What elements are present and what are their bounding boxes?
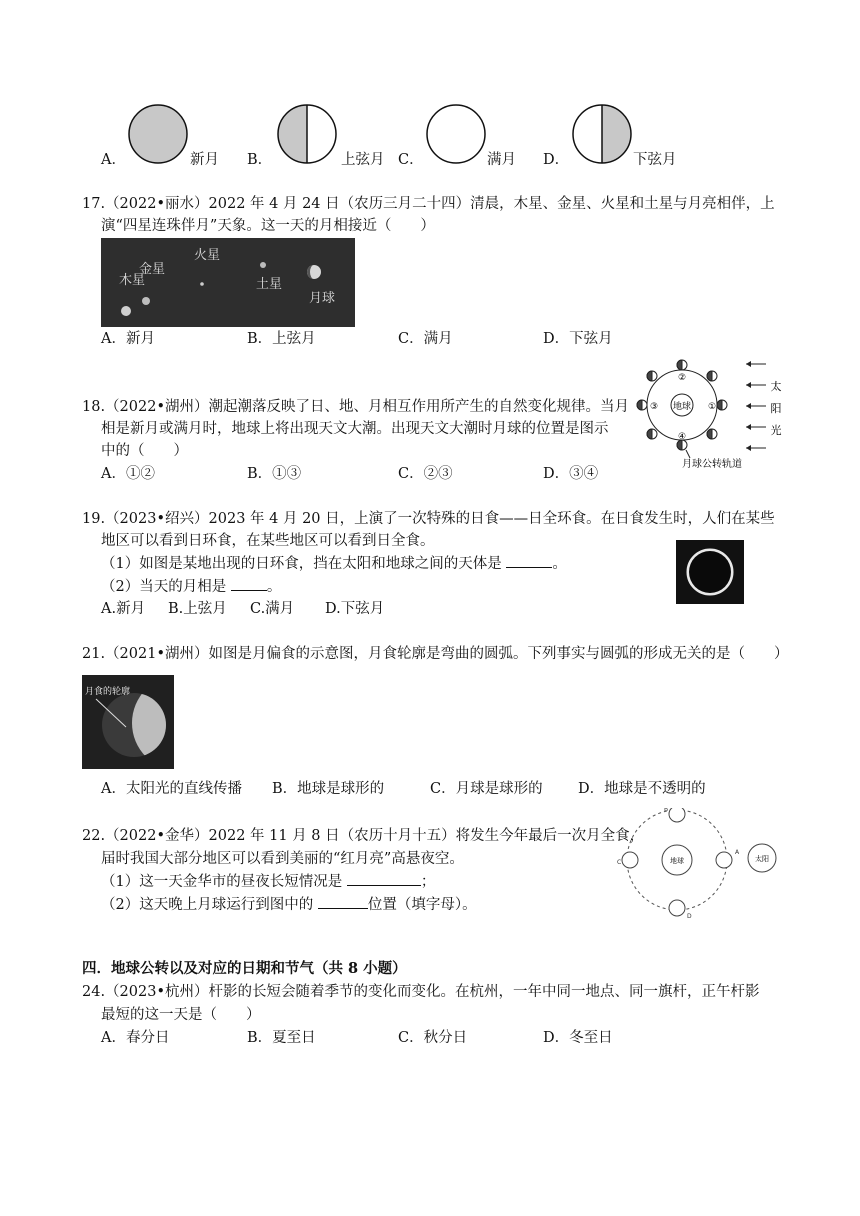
option-label: 下弦月 <box>633 152 677 168</box>
answer-blank[interactable] <box>506 553 552 568</box>
option-d: D．冬至日 <box>543 1030 613 1046</box>
option-label: 新月 <box>190 152 219 168</box>
sub-question-text: （1）如图是某地出现的日环食，挡在太阳和地球之间的天体是 <box>101 556 502 572</box>
option-label: 上弦月 <box>341 152 385 168</box>
earth-label: 地球 <box>670 857 684 865</box>
annular-eclipse-photo <box>676 540 744 604</box>
option-c: C．月球是球形的 <box>430 781 543 797</box>
option-label: 满月 <box>487 152 516 168</box>
question-text: 17.（2022•丽水）2022 年 4 月 24 日（农历三月二十四）清晨，木星、金星、火星和土星与月亮相伴，上 <box>82 196 775 212</box>
option-letter: C． <box>398 152 424 168</box>
last-quarter-circle <box>570 103 634 165</box>
question-text: 中的（ ） <box>101 443 188 459</box>
question-text: 19.（2023•绍兴）2023 年 4 月 20 日，上演了一次特殊的日食——日全环食。在日食发生时，人们在某些 <box>82 511 775 527</box>
position-1-label: ① <box>707 402 717 412</box>
answer-blank[interactable] <box>231 576 267 591</box>
option-letter: A． <box>101 152 126 168</box>
point-b-label: B <box>664 808 669 813</box>
option-b: B．①③ <box>247 466 302 482</box>
point-d-label: D <box>687 913 692 920</box>
punctuation: 。 <box>266 579 282 595</box>
sub-question-text: 位置（填字母）。 <box>367 897 477 913</box>
option-d: D．下弦月 <box>543 331 613 347</box>
option-b: B．夏至日 <box>247 1030 316 1046</box>
eclipse-outline-label: 月食的轮廓 <box>85 687 131 697</box>
option-b: B．上弦月 <box>247 331 316 347</box>
sun-label: 太阳 <box>755 855 769 863</box>
sub-question-2 <box>101 576 281 598</box>
sub-question-1 <box>101 871 435 893</box>
new-moon-circle <box>126 103 190 165</box>
moon-orbit-diagram <box>634 354 794 476</box>
position-2-label: ② <box>677 373 687 383</box>
earth-label: 地球 <box>672 402 692 412</box>
punctuation: ； <box>420 874 436 890</box>
mars-label: 火星 <box>194 248 221 263</box>
position-3-label: ③ <box>649 402 659 412</box>
sub-question-2 <box>101 894 477 916</box>
option-a: A．①② <box>101 466 155 482</box>
question-text: 最短的这一天是（ ） <box>101 1007 261 1023</box>
question-text: 21.（2021•湖州）如图是月偏食的示意图，月食轮廓是弯曲的圆弧。下列事实与圆弧的形成无关的是（ ） <box>82 646 789 662</box>
answer-blank[interactable] <box>318 894 368 909</box>
option-a: A．太阳光的直线传播 <box>101 781 242 797</box>
section-heading: 四．地球公转以及对应的日期和节气（共 8 小题） <box>82 960 407 977</box>
question-text: 18.（2022•湖州）潮起潮落反映了日、地、月相互作用所产生的自然变化规律。当月 <box>82 399 630 415</box>
option-c: C．满月 <box>398 331 453 347</box>
orbit-label: 月球公转轨道 <box>682 459 742 470</box>
question-text: 22.（2022•金华）2022 年 11 月 8 日（农历十月十五）将发生今年最后一次月全食， <box>82 828 645 844</box>
option-a: A．春分日 <box>101 1030 170 1046</box>
lunar-eclipse-orbit-diagram <box>614 808 784 920</box>
question-text: 相是新月或满月时，地球上将出现天文大潮。出现天文大潮时月球的位置是图示 <box>101 421 609 437</box>
option-letter: B． <box>247 152 273 168</box>
question-text: 24.（2023•杭州）杆影的长短会随着季节的变化而变化。在杭州，一年中同一地点、同一旗杆，正午杆影 <box>82 984 760 1000</box>
option-a: A.新月 <box>101 601 146 617</box>
sunlight-char-1: 太 <box>770 380 782 393</box>
sub-question-1 <box>101 553 567 575</box>
planets-photo <box>101 238 355 327</box>
position-4-label: ④ <box>677 432 687 442</box>
option-d: D.下弦月 <box>325 601 385 617</box>
option-b: B.上弦月 <box>168 601 227 617</box>
full-moon-circle <box>424 103 488 165</box>
first-quarter-circle <box>275 103 339 165</box>
option-d: D．③④ <box>543 466 599 482</box>
question-text: 地区可以看到日环食，在某些地区可以看到日全食。 <box>101 533 435 549</box>
partial-lunar-eclipse-photo <box>82 675 174 769</box>
question-text: 演“四星连珠伴月”天象。这一天的月相接近（ ） <box>101 218 435 234</box>
sub-question-text: （2）当天的月相是 <box>101 579 227 595</box>
option-b: B．地球是球形的 <box>272 781 385 797</box>
point-a-label: A <box>735 849 740 856</box>
saturn-label: 土星 <box>256 277 283 292</box>
sunlight-char-3: 光 <box>770 424 782 437</box>
sub-question-text: （2）这天晚上月球运行到图中的 <box>101 897 314 913</box>
option-c: C.满月 <box>250 601 295 617</box>
option-c: C．秋分日 <box>398 1030 468 1046</box>
sub-question-text: （1）这一天金华市的昼夜长短情况是 <box>101 874 343 890</box>
option-a: A．新月 <box>101 331 155 347</box>
option-c: C．②③ <box>398 466 453 482</box>
point-c-label: C <box>617 859 622 866</box>
question-text: 届时我国大部分地区可以看到美丽的“红月亮”高悬夜空。 <box>101 851 464 867</box>
punctuation: 。 <box>552 556 567 572</box>
answer-blank[interactable] <box>347 871 421 886</box>
jupiter-label-a: 木星 <box>119 273 146 288</box>
venus-label: 金星 <box>139 262 166 277</box>
moon-label: 月球 <box>309 291 336 306</box>
option-d: D．地球是不透明的 <box>578 781 706 797</box>
sunlight-char-2: 阳 <box>770 402 782 415</box>
option-letter: D． <box>543 152 570 168</box>
